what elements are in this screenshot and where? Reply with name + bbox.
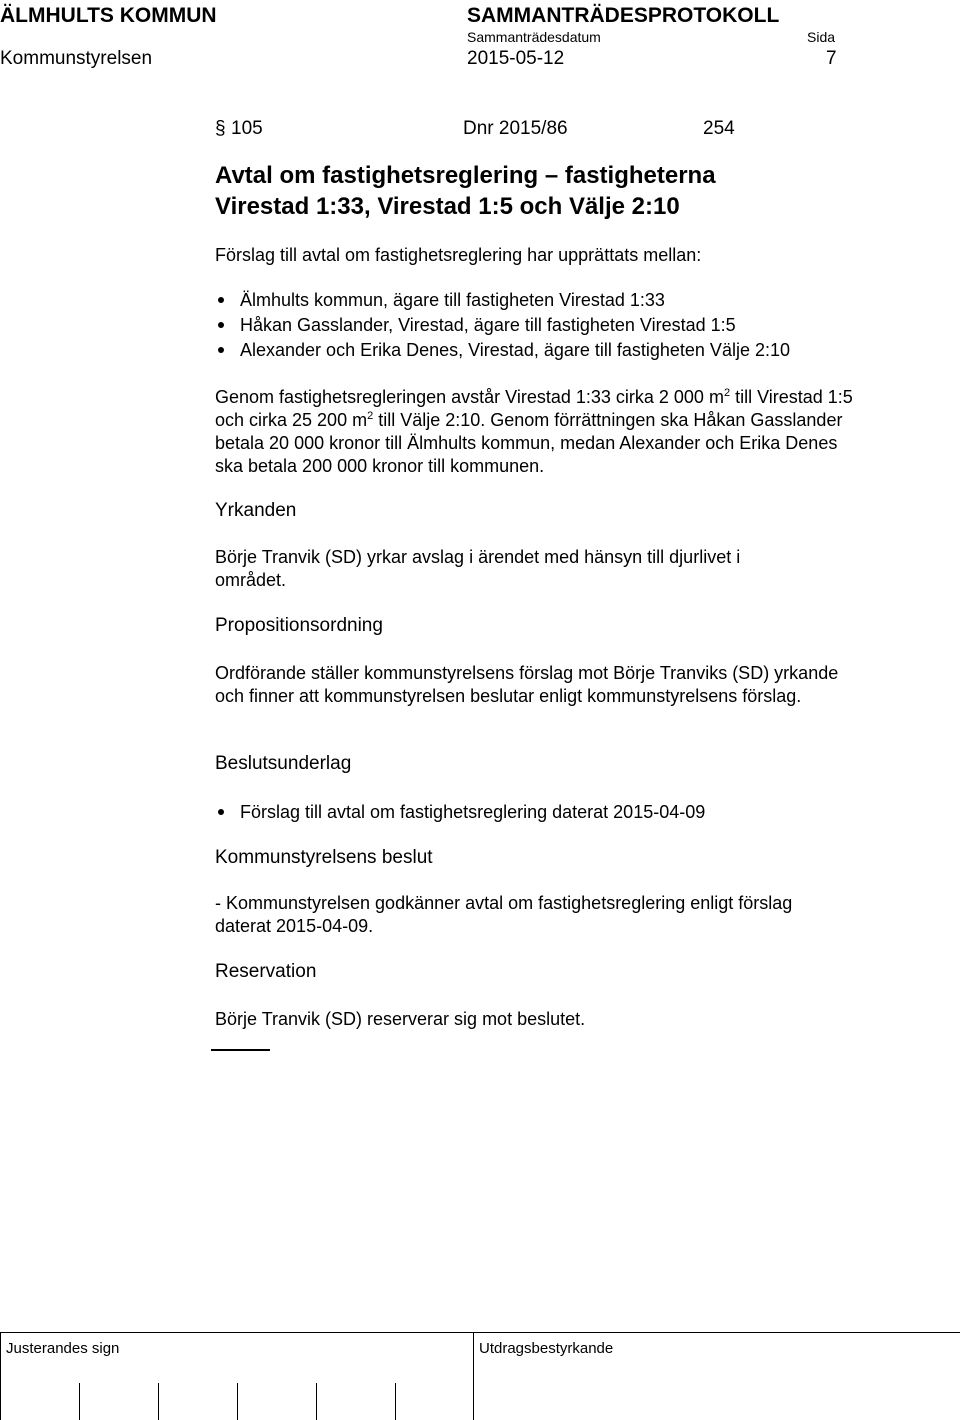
case-title-line-1: Avtal om fastighetsreglering – fastigheterna	[215, 162, 716, 189]
meeting-date-label: Sammanträdesdatum	[467, 29, 601, 45]
proposition-text: Ordförande ställer kommunstyrelsens förslag mot Börje Tranviks (SD) yrkande och finner att kommunstyrelsen beslutar enligt kommunstyrelsens förslag.	[215, 663, 839, 706]
sign-box-border	[0, 1333, 1, 1420]
list-item: Håkan Gasslander, Virestad, ägare till fastigheten Virestad 1:5	[240, 315, 736, 335]
bullet-icon	[218, 809, 224, 815]
sign-box-divider	[395, 1383, 396, 1420]
municipality-name: ÄLMHULTS KOMMUN	[0, 4, 217, 27]
list-item: Älmhults kommun, ägare till fastigheten Virestad 1:33	[240, 290, 665, 310]
footer-divider	[0, 1332, 960, 1333]
yrkanden-text: Börje Tranvik (SD) yrkar avslag i ärendet med hänsyn till djurlivet i området.	[215, 547, 741, 590]
reservation-heading: Reservation	[215, 961, 317, 982]
document-type: SAMMANTRÄDESPROTOKOLL	[467, 4, 780, 27]
beslut-text: - Kommunstyrelsen godkänner avtal om fastighetsreglering enligt förslag daterat 2015-04-09.	[215, 893, 793, 936]
proposition-heading: Propositionsordning	[215, 615, 383, 636]
sign-box-divider	[237, 1383, 238, 1420]
case-dnr: Dnr 2015/86	[463, 118, 568, 139]
reservation-text: Börje Tranvik (SD) reserverar sig mot beslutet.	[215, 1009, 586, 1029]
bullet-icon	[218, 297, 224, 303]
committee-name: Kommunstyrelsen	[0, 48, 153, 69]
sign-box-divider	[316, 1383, 317, 1420]
section-symbol: §	[215, 118, 226, 139]
footer-extract-label: Utdragsbestyrkande	[479, 1340, 614, 1357]
end-rule	[211, 1049, 270, 1051]
bullet-icon	[218, 347, 224, 353]
sign-box-divider	[158, 1383, 159, 1420]
intro-text: Förslag till avtal om fastighetsreglering har upprättats mellan:	[215, 245, 702, 265]
footer-sign-label: Justerandes sign	[6, 1340, 120, 1357]
bullet-icon	[218, 322, 224, 328]
list-item: Alexander och Erika Denes, Virestad, ägare till fastigheten Välje 2:10	[240, 340, 790, 360]
page-number: 7	[826, 48, 837, 69]
meeting-date: 2015-05-12	[467, 48, 565, 69]
case-code: 254	[703, 118, 735, 139]
yrkanden-heading: Yrkanden	[215, 500, 297, 521]
case-title-line-2: Virestad 1:33, Virestad 1:5 och Välje 2:10	[215, 193, 680, 220]
sign-box-divider	[79, 1383, 80, 1420]
beslut-heading: Kommunstyrelsens beslut	[215, 847, 433, 868]
underlag-heading: Beslutsunderlag	[215, 753, 352, 774]
underlag-item: Förslag till avtal om fastighetsreglering daterat 2015-04-09	[240, 802, 706, 822]
extract-box-border	[473, 1333, 474, 1420]
transfer-paragraph: Genom fastighetsregleringen avstår Virestad 1:33 cirka 2 000 $m^2$ till Virestad 1:5 och cirka 25 200 $m^2$ till Välje 2:10. Genom förrättningen ska Håkan Gasslander betala 20 000 kronor till Älmhults kommun, medan Alexander och Erika Denes ska betala 200 000 kronor till kommunen.	[215, 387, 853, 476]
section-number: 105	[231, 118, 263, 139]
page-label: Sida	[807, 29, 836, 45]
